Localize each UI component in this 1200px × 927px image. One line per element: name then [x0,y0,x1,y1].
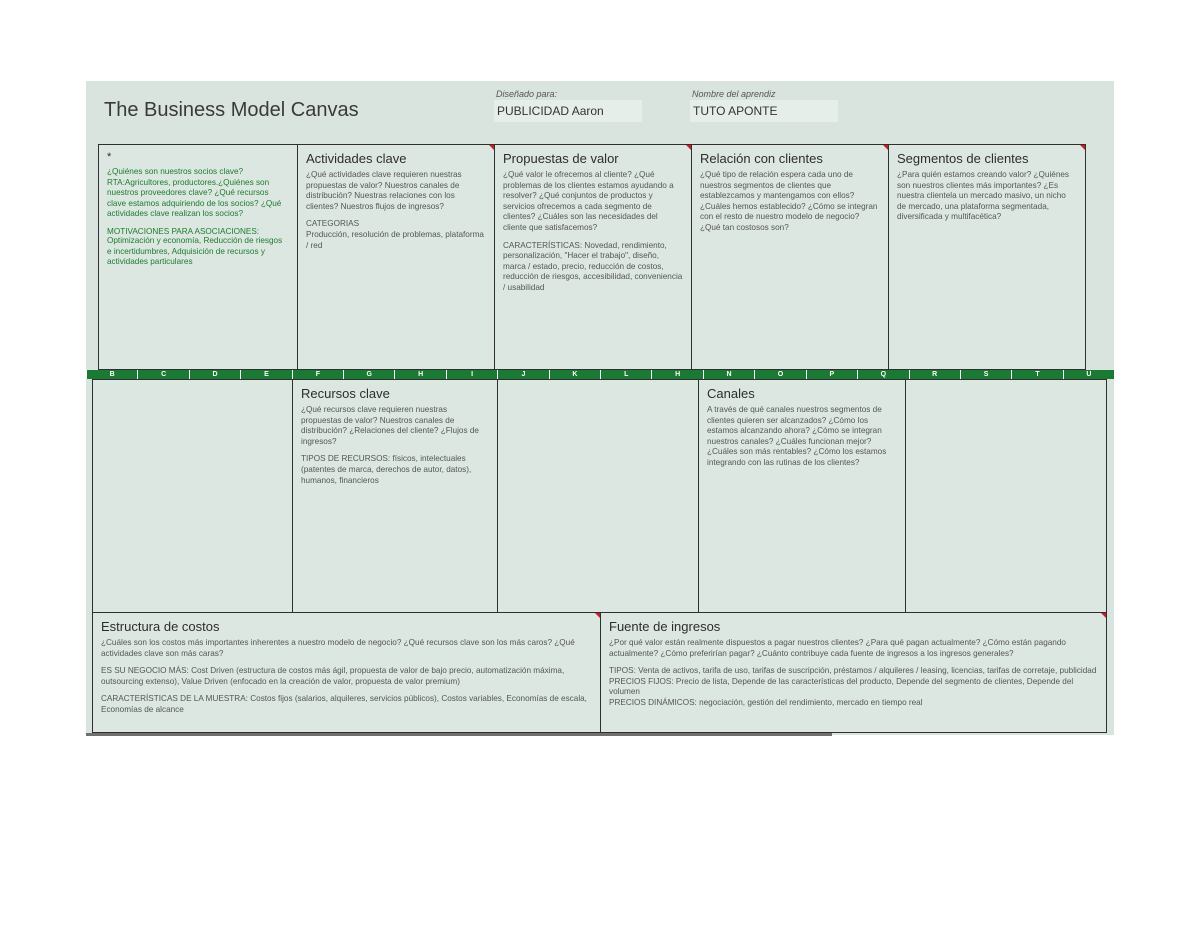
cost-structure-title: Estructura de costos [101,619,220,634]
designed-for-label: Diseñado para: [496,89,558,99]
column-header: Q [857,370,908,379]
column-header: D [189,370,240,379]
key-resources-questions: ¿Qué recursos clave requieren nuestras propuestas de valor? Nuestros canales de distribución? ¿Relaciones del cliente? ¿Flujos de ingresos? [301,405,479,446]
key-partners-title: * [107,151,112,163]
cost-business-type: ES SU NEGOCIO MÁS: Cost Driven (estructura de costos más ágil, propuesta de valor de bajo precio, automatización máxima, outsourcing extenso), Value Driven (enfocado en la creación de valor, propuesta de valor premium) [101,666,565,686]
revenue-dynamic-prices: PRECIOS DINÁMICOS: negociación, gestión del rendimiento, mercado en tiempo real [609,697,923,707]
column-header: B [86,370,137,379]
column-header: J [497,370,548,379]
horizontal-scrollbar[interactable] [86,733,832,736]
motivations-text: Optimización y economía, Reducción de riesgos e incertidumbres, Adquisición de recursos y actividades particulares [107,235,283,267]
value-characteristics: CARACTERÍSTICAS: Novedad, rendimiento, personalización, "Hacer el trabajo", diseño, marca / estado, precio, reducción de costos, reducción de riesgos, accesibilidad, conveniencia / usabilidad [503,240,683,292]
revenue-streams-title: Fuente de ingresos [609,619,721,634]
value-propositions-cell[interactable] [494,144,692,370]
key-activities-cell[interactable] [297,144,495,370]
column-header: K [549,370,600,379]
cost-questions: ¿Cuáles son los costos más importantes inherentes a nuestro modelo de negocio? ¿Qué recursos clave son los más caros? ¿Qué actividades clave son más caras? [101,638,575,658]
column-header: U [1063,370,1114,379]
customer-relationships-title: Relación con clientes [700,151,823,166]
key-partners-cell[interactable] [98,144,298,370]
column-header: O [754,370,805,379]
channels-title: Canales [707,386,755,401]
column-header-bar [86,370,1114,379]
channels-questions: A través de qué canales nuestros segmentos de clientes quieren ser alcanzados? ¿Cómo los estamos alcanzando ahora? ¿Cómo se integran nuestros canales? ¿Cuáles funcionan mejor? ¿Cuáles son más rentables? ¿Cómo los estamos integrando con las rutinas de los clientes? [707,405,887,467]
channels-cell[interactable] [698,379,906,613]
revenue-fixed-prices: PRECIOS FIJOS: Precio de lista, Depende de las características del producto, Depende del segmento de clientes, Depende del volumen [609,676,1074,697]
canvas-title: The Business Model Canvas [104,99,359,121]
comment-marker-icon [1079,144,1086,151]
apprentice-field[interactable]: TUTO APONTE [690,100,838,122]
designed-for-field[interactable]: PUBLICIDAD Aaron [494,100,642,122]
customer-segments-cell[interactable] [888,144,1086,370]
column-header: S [960,370,1011,379]
column-header: N [703,370,754,379]
customer-relationships-questions: ¿Qué tipo de relación espera cada uno de nuestros segmentos de clientes que establezcamos y mantengamos con ellos? ¿Cuáles hemos establecido? ¿Cómo se integran con el resto de nuestro modelo de negocio? ¿Qué tan costosos son? [700,170,878,232]
column-header: T [1011,370,1062,379]
column-header: E [240,370,291,379]
value-propositions-questions: ¿Qué valor le ofrecemos al cliente? ¿Qué problemas de los clientes estamos ayudando a resolver? ¿Qué conjuntos de productos y servicios ofrecemos a cada segmento de clientes? ¿Cuáles son las necesidades del cliente que satisfacemos? [503,170,674,232]
revenue-streams-cell[interactable] [600,612,1107,733]
key-resources-cell[interactable] [292,379,498,613]
revenue-types: TIPOS: Venta de activos, tarifa de uso, tarifas de suscripción, préstamos / alquileres / leasing, licencias, tarifas de corretaje, publicidad [609,666,1097,676]
revenue-questions: ¿Por qué valor están realmente dispuestos a pagar nuestros clientes? ¿Para qué pagan actualmente? ¿Cómo están pagando actualmente? ¿Cómo preferirían pagar? ¿Cuánto contribuye cada fuente de ingresos a los ingresos generales? [609,638,1066,658]
motivations-title: MOTIVACIONES PARA ASOCIACIONES: [107,226,260,236]
key-resources-title: Recursos clave [301,386,390,401]
column-header: C [137,370,188,379]
categories-text: Producción, resolución de problemas, plataforma / red [306,229,484,250]
customer-segments-lower-cell[interactable] [905,379,1107,613]
column-header: I [446,370,497,379]
customer-segments-title: Segmentos de clientes [897,151,1029,166]
business-model-canvas [86,81,1114,735]
column-header: L [600,370,651,379]
column-header: H [651,370,702,379]
value-propositions-lower-cell[interactable] [497,379,699,613]
cost-structure-cell[interactable] [92,612,601,733]
column-header: F [292,370,343,379]
cost-characteristics: CARACTERÍSTICAS DE LA MUESTRA: Costos fijos (salarios, alquileres, servicios públicos), Costos variables, Economías de escala, Economías de alcance [101,694,587,714]
apprentice-label: Nombre del aprendiz [692,89,776,99]
column-header: G [343,370,394,379]
key-partners-questions: ¿Quiénes son nuestros socios clave? RTA:Agricultores, productores.¿Quiénes son nuestros proveedores clave? ¿Qué recursos clave estamos adquiriendo de los socios? ¿Qué actividades clave realizan los socios? [107,167,282,219]
key-activities-title: Actividades clave [306,151,407,166]
column-header: P [806,370,857,379]
key-activities-questions: ¿Qué actividades clave requieren nuestras propuestas de valor? Nuestros canales de distribución? Nuestras relaciones con los clientes? Nuestros flujos de ingresos? [306,170,462,211]
categories-label: CATEGORIAS [306,219,360,229]
column-header: R [909,370,960,379]
comment-marker-icon [1100,612,1107,619]
value-propositions-title: Propuestas de valor [503,151,619,166]
column-header: H [394,370,445,379]
key-partners-lower-cell[interactable] [92,379,293,613]
customer-segments-questions: ¿Para quién estamos creando valor? ¿Quiénes son nuestros clientes más importantes? ¿Es nuestra clientela un mercado masivo, un nicho de mercado, una plataforma segmentada, diversificada y multifacética? [897,170,1070,222]
customer-relationships-cell[interactable] [691,144,889,370]
resource-types: TIPOS DE RECURSOS: físicos, intelectuales (patentes de marca, derechos de autor, datos), humanos, financieros [301,454,472,485]
